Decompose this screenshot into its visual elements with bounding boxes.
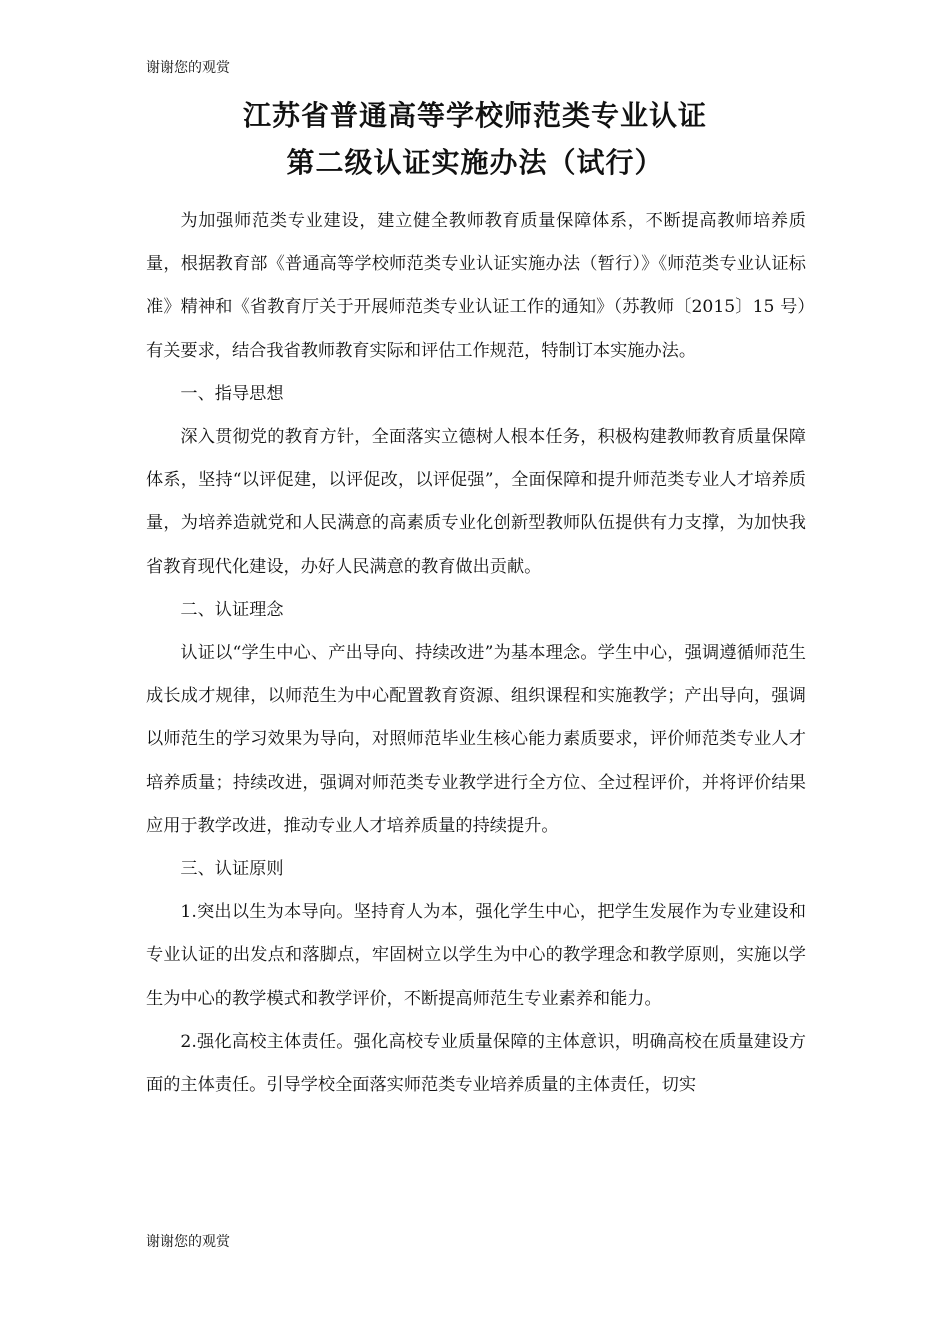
document-body [146,200,806,1107]
footer-note: 谢谢您的观赏 [146,1234,230,1250]
document-title-line-1: 江苏省普通高等学校师范类专业认证 [242,99,707,132]
section-heading-certification-principles: 三、认证原则 [180,859,284,880]
section-heading-guiding-ideology: 一、指导思想 [180,383,284,404]
paragraph-certification-concept: 认证以“学生中心、产出导向、持续改进”为基本理念。学生中心，强调遵循师范生成长成才规律，以师范生为中心配置教育资源、组织课程和实施教学；产出导向，强调以师范生的学习效果为导向，对照师范毕业生核心能力素质要求，评价师范类专业人才培养质量；持续改进，强调对师范类专业教学进行全方位、全过程评价，并将评价结果应用于教学改进，推动专业人才培养质量的持续提升。 [146,643,806,836]
paragraph-guiding-ideology: 深入贯彻党的教育方针，全面落实立德树人根本任务，积极构建教师教育质量保障体系，坚持“以评促建，以评促改，以评促强”，全面保障和提升师范类专业人才培养质量，为培养造就党和人民满意的高素质专业化创新型教师队伍提供有力支撑，为加快我省教育现代化建设，办好人民满意的教育做出贡献。 [146,427,806,577]
header-note: 谢谢您的观赏 [146,60,230,76]
paragraph-principle-1: 1.突出以生为本导向。坚持育人为本，强化学生中心，把学生发展作为专业建设和专业认证的出发点和落脚点，牢固树立以学生为中心的教学理念和教学原则，实施以学生为中心的教学模式和教学评价，不断提高师范生专业素养和能力。 [146,902,806,1009]
paragraph-principle-2: 2.强化高校主体责任。强化高校专业质量保障的主体意识，明确高校在质量建设方面的主体责任。引导学校全面落实师范类专业培养质量的主体责任，切实 [146,1031,806,1096]
document-title-line-2: 第二级认证实施办法（试行） [286,146,664,179]
paragraph-intro: 为加强师范类专业建设，建立健全教师教育质量保障体系，不断提高教师培养质量，根据教育部《普通高等学校师范类专业认证实施办法（暂行）》《师范类专业认证标准》精神和《省教育厅关于开展师范类专业认证工作的通知》（苏教师〔2015〕15 号）有关要求，结合我省教师教育实际和评估工作规范，特制订本实施办法。 [146,211,806,361]
section-heading-certification-concept: 二、认证理念 [180,599,284,620]
